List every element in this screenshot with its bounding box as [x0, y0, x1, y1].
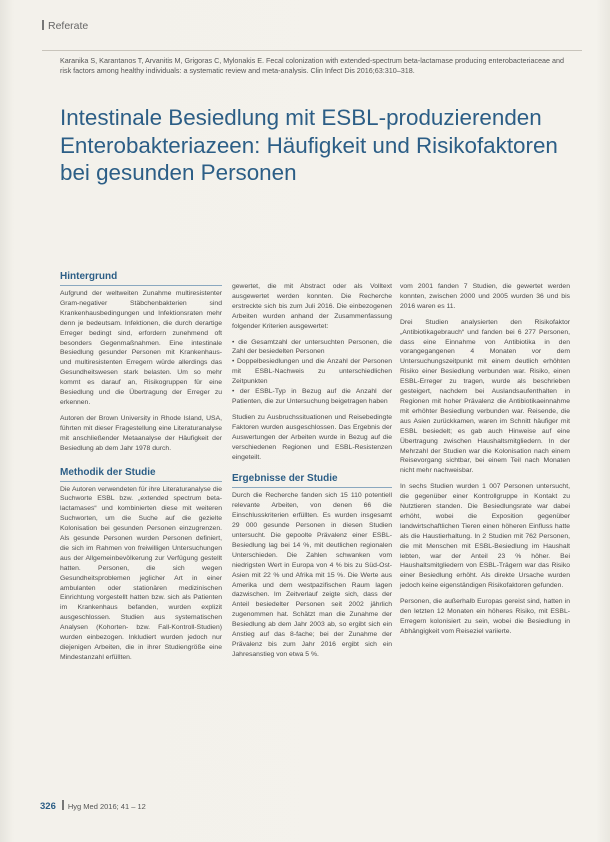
- criteria-item: • Doppelbesiedlungen und die Anzahl der Personen mit ESBL-Nachweis zu unterschiedlichen Zeitpunkten: [232, 358, 392, 386]
- journal-reference: Hyg Med 2016; 41 – 12: [67, 802, 146, 811]
- criteria-item: • die Gesamtzahl der untersuchten Personen, die Zahl der besiedelten Personen: [232, 338, 392, 356]
- heading-hintergrund: Hintergrund: [60, 270, 222, 286]
- section-tag-label: Referate: [48, 20, 89, 32]
- right-paragraph-1: vom 2001 fanden 7 Studien, die gewertet werden konnten, zwischen 2000 und 2005 wurden 36 und bis 2016 waren es 11.: [400, 283, 570, 310]
- column-left: [60, 270, 222, 669]
- criteria-list: [232, 338, 392, 407]
- hintergrund-paragraph-1: Aufgrund der weltweiten Zunahme multiresistenter Gram-negativer Stäbchenbakterien sind Krankenhausbedingungen und Infektionsraten mehr denn je bedeutsam. Infektionen, die durch derartige Erreger bedingt sind, erfordern zunehmend oft besonders Gegenmaßnahmen. Eine intestinale Besiedlung gesunder Personen mit Krankenhaus- und multiresistenten Erregern würde allerdings das Gesundheitswesen stark belasten. Um so mehr kommt es darauf an, Risikogruppen für eine Besiedlung und die Übertragung der Erreger zu erkennen.: [60, 290, 222, 406]
- page-footer: [40, 800, 146, 812]
- column-middle: [232, 279, 392, 666]
- criteria-item: • der ESBL-Typ in Bezug auf die Anzahl der Patienten, die zur Untersuchung beigetragen haben: [232, 388, 392, 405]
- article-title: Intestinale Besiedlung mit ESBL-produzierenden Enterobakteriazeen: Häufigkeit und Risikofaktoren bei gesunden Personen: [60, 105, 558, 185]
- heading-ergebnisse: Ergebnisse der Studie: [232, 472, 392, 488]
- middle-paragraph-2: Studien zu Ausbruchssituationen und Reisebedingte Faktoren wurden ausgeschlossen. Das Ergebnis der Auswertungen der Arbeiten wurde in Bezug auf die verschiedenen Regionen und ESBL-Resistenzen eingeteilt.: [232, 413, 392, 461]
- column-right: [400, 279, 570, 643]
- header-rule: [42, 50, 582, 51]
- citation: Karanika S, Karantanos T, Arvanitis M, Grigoras C, Mylonakis E. Fecal colonization with extended-spectrum beta-lactamase producing enterobacteriaceae and risk factors among healthy individuals: a systematic review and meta-analysis. Clin Infect Dis 2016;63:310–318.: [60, 56, 565, 75]
- footer-bar: [62, 800, 64, 810]
- methodik-paragraph-1: Die Autoren verwendeten für ihre Literaturanalyse die Suchworte ESBL bzw. „extended spectrum beta-lactamases“ und kombinierten diese mit weiteren Suchworten, um die Suche auf die gezielte Kolonisation bei gesunden Personen einzugrenzen. Als gesunde Personen wurden Personen definiert, die sich im Rahmen von freiwilligen Untersuchungen aus der Allgemeinbevölkerung zur Verfügung gestellt hatten. Personen, die sich wegen Gesundheitsproblemen jeglicher Art in einer ambulanten oder stationären medizinischen Einrichtung vorgestellt hatten bzw. sich als Patienten im Krankenhaus befanden, wurden explizit ausgeschlossen. Studien aus systematischen Analysen (Kohorten- bzw. Fall-Kontroll-Studien) wurden einbezogen. Inkludiert wurden jedoch nur diejenigen Arbeiten, die in ihrer Studiengröße eine Mindestanzahl erfüllten.: [60, 485, 222, 661]
- page-number: 326: [40, 801, 56, 812]
- ergebnisse-paragraph-1: Durch die Recherche fanden sich 15 110 potentiell relevante Arbeiten, von denen 66 die Einschlusskriterien erfüllten. Es wurden insgesamt 29 000 gesunde Personen in diesen Studien untersucht. Die gepoolte Prävalenz einer ESBL-Besiedlung lag bei 14 %, mit deutlichen regionalen Unterschieden. Die Zahlen schwanken vom niedrigsten Wert in Europa von 4 % bis zu Süd-Ost-Asien mit 22 % und Afrika mit 15 %. Die Werte aus Amerika und dem westpazifischen Raum lagen dazwischen. Im Zeitverlauf zeigte sich, dass der Anteil besiedelter Personen seit 2002 jährlich zugenommen hat. Schätzt man die Zunahme der Besiedlung ab dem Jahr 2003 ab, so ergibt sich ein Anstieg auf das 8-fache; bei der Zunahme der Prävalenz bis zum Jahr 2016 ergibt sich ein Jahresanstieg von etwa 5 %.: [232, 492, 392, 658]
- right-paragraph-3: In sechs Studien wurden 1 007 Personen untersucht, die gegenüber einer Kontrollgruppe in Kontakt zu Nutztieren standen. Die Besiedlungsrate war dabei erhöht, wobei die Exposition gegenüber landwirtschaftlichen Tieren einen höheren Einfluss hatte als die Haustierhaltung. In 2 Studien mit 762 Personen, die mit Menschen mit ESBL-Besiedlung im Haushalt lebten, war der Anteil 23 % höher. Bei Haushaltsmitgliedern von ESBL-Trägern war das Risiko einer Besiedlung erhöht. Als direkte Ursache wurden jedoch keine eigenständigen Risikofaktoren gefunden.: [400, 483, 570, 590]
- hintergrund-paragraph-2: Autoren der Brown University in Rhode Island, USA, führten mit dieser Fragestellung eine Literaturanalyse mit anschließender Metaanalyse der Häufigkeit der Besiedlung ab dem Jahr 1978 durch.: [60, 414, 222, 452]
- right-paragraph-2: Drei Studien analysierten den Risikofaktor „Antibiotikagebrauch“ und fanden bei 6 277 Personen, dass eine Einnahme von Antibiotika in den vorangegangenen 4 Monaten vor dem Untersuchungszeitpunkt mit einem deutlich erhöhten Risiko einer Besiedlung verbunden war. Risiko, einen ESBL-Erreger zu tragen, wurde als beschrieben gesteigert, nachdem bei Auslandsaufenthalten in Regionen mit hoher Prävalenz die Antibiotikaeinnahme mit erhöhter Besiedlung verbunden war. Reisende, die aus Asien zurückkamen, waren im Schnitt häufiger mit ESBL besiedelt; es gab auch Hinweise auf eine Übertragung zwischen Haushaltsmitgliedern. In der Mehrzahl der Studien war die Kolonisation nach einem Reisevorgang sichtbar, bei einem Teil nach Monaten nicht mehr nachweisbar.: [400, 318, 570, 475]
- middle-paragraph-1: gewertet, die mit Abstract oder als Volltext ausgewertet werden konnten. Die Recherche erstreckte sich bis zum Juli 2016. Die einbezogenen Arbeiten wurden anhand der Zusammenfassung folgender Kriterien ausgewertet:: [232, 283, 392, 330]
- heading-methodik: Methodik der Studie: [60, 466, 222, 482]
- section-tag: [42, 20, 88, 32]
- section-tag-bar: [42, 20, 44, 30]
- right-paragraph-4: Personen, die außerhalb Europas gereist sind, hatten in den letzten 12 Monaten ein höheres Risiko, mit ESBL-Erregern kolonisiert zu sein, wobei die Besiedlung in Abhängigkeit vom Reiseziel variierte.: [400, 598, 570, 635]
